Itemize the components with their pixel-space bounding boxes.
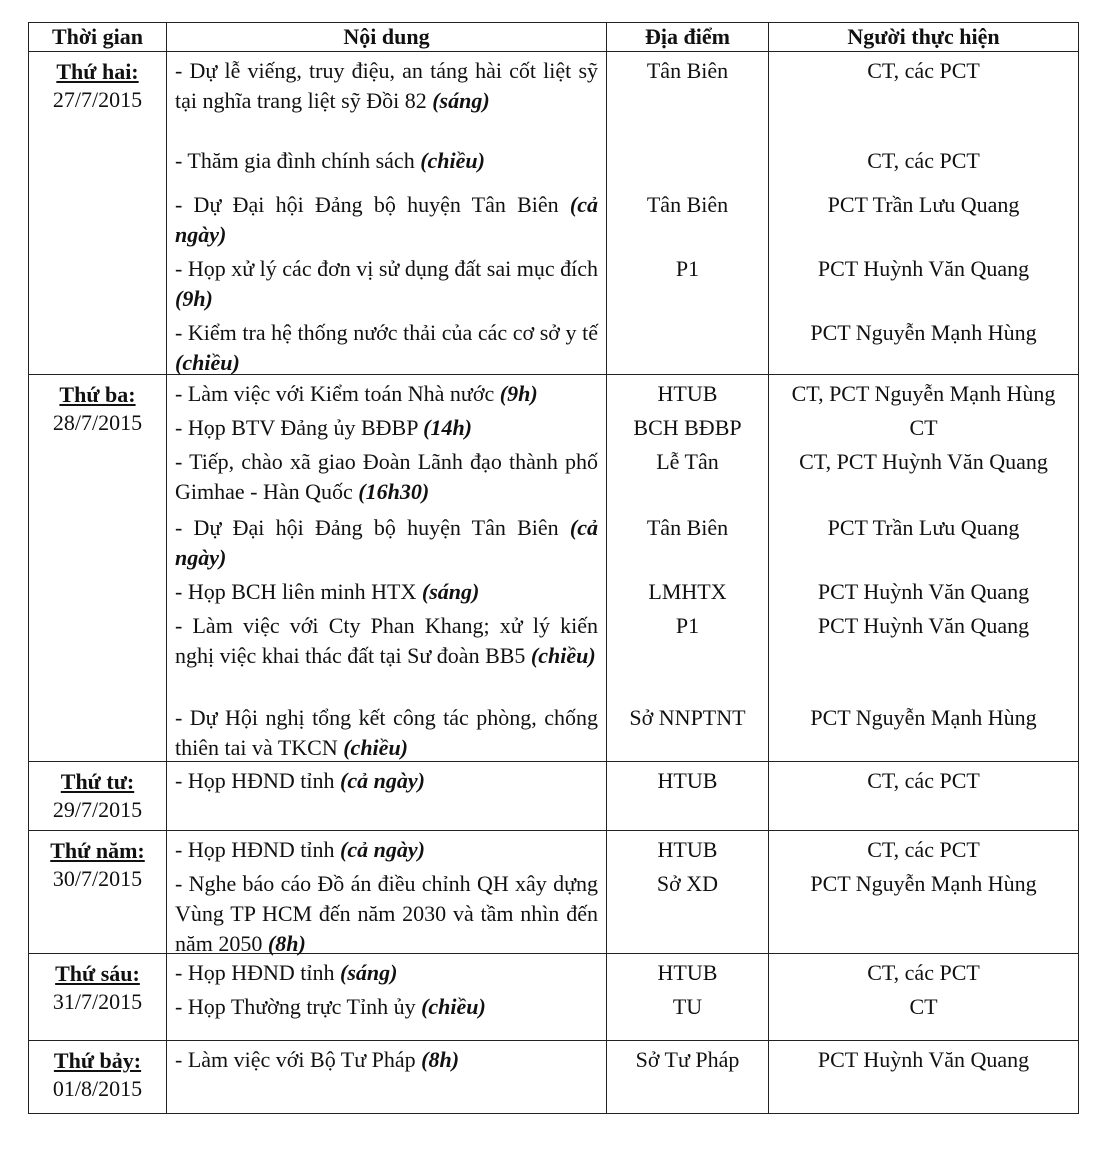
- entry-text: - Họp HĐND tỉnh: [175, 837, 335, 862]
- day-row: [29, 762, 1079, 831]
- entry-person: CT, các PCT: [867, 148, 980, 173]
- entry-time: (8h): [421, 1047, 460, 1072]
- entry-time: (14h): [423, 415, 473, 440]
- day-date: 28/7/2015: [52, 410, 143, 435]
- header-place: Địa điểm: [607, 23, 769, 52]
- place-cell: [607, 831, 769, 954]
- content-cell: [167, 375, 607, 762]
- content-cell: [167, 954, 607, 1041]
- entry-text: - Nghe báo cáo Đồ án điều chỉnh QH xây dựng Vùng TP HCM đến năm 2030 và tầm nhìn đến năm 2050: [175, 871, 598, 956]
- day-name: Thứ bảy:: [53, 1048, 142, 1073]
- entry-time: (chiều): [175, 350, 240, 375]
- day-row: [29, 831, 1079, 954]
- entry-place: HTUB: [657, 960, 718, 985]
- entry-content: [167, 954, 606, 988]
- entry-text: - Họp HĐND tỉnh: [175, 768, 335, 793]
- place-cell: [607, 762, 769, 831]
- entry-content: [167, 831, 606, 865]
- day-name: Thứ tư:: [60, 769, 135, 794]
- entry-content: [167, 573, 606, 607]
- day-cell: [29, 375, 167, 762]
- content-cell: [167, 831, 607, 954]
- entry-text: - Họp Thường trực Tỉnh ủy: [175, 994, 416, 1019]
- entry-person: PCT Nguyễn Mạnh Hùng: [810, 871, 1037, 896]
- day-row: [29, 1041, 1079, 1114]
- entry-place: [607, 314, 768, 374]
- entry-text: - Làm việc với Kiểm toán Nhà nước: [175, 381, 495, 406]
- entry-time: (sáng): [432, 88, 490, 113]
- entry-time: (cả ngày): [340, 837, 425, 862]
- person-cell: [769, 375, 1079, 762]
- entry-place: Sở Tư Pháp: [635, 1047, 740, 1072]
- entry-content: [167, 52, 606, 142]
- person-cell: [769, 831, 1079, 954]
- entry-content: [167, 186, 606, 250]
- entry-person: CT, PCT Nguyễn Mạnh Hùng: [791, 381, 1056, 406]
- entry-person: PCT Nguyễn Mạnh Hùng: [810, 705, 1037, 730]
- entry-place: TU: [672, 994, 703, 1019]
- entry-text: - Dự lễ viếng, truy điệu, an táng hài cốt liệt sỹ tại nghĩa trang liệt sỹ Đồi 82: [175, 58, 598, 113]
- entry-place: HTUB: [657, 837, 718, 862]
- entry-text: - Tiếp, chào xã giao Đoàn Lãnh đạo thành phố Gimhae - Hàn Quốc: [175, 449, 598, 504]
- entry-place: HTUB: [657, 768, 718, 793]
- place-cell: [607, 954, 769, 1041]
- entry-person: PCT Huỳnh Văn Quang: [817, 579, 1030, 604]
- entry-person: PCT Huỳnh Văn Quang: [817, 256, 1030, 281]
- entry-place: Sở XD: [656, 871, 719, 896]
- day-name: Thứ sáu:: [55, 961, 140, 986]
- day-name: Thứ năm:: [50, 838, 145, 863]
- table-body: [29, 52, 1079, 1114]
- day-row: [29, 52, 1079, 375]
- entry-text: - Họp xử lý các đơn vị sử dụng đất sai mục đích: [175, 256, 598, 281]
- entry-person: CT, các PCT: [867, 960, 980, 985]
- entry-place: Tân Biên: [646, 58, 729, 83]
- entry-text: - Họp HĐND tỉnh: [175, 960, 335, 985]
- day-date: 29/7/2015: [52, 797, 143, 822]
- entry-place: Tân Biên: [646, 192, 729, 217]
- day-row: [29, 375, 1079, 762]
- entry-text: - Họp BCH liên minh HTX: [175, 579, 417, 604]
- entry-time: (cả ngày): [175, 515, 598, 570]
- entry-content: [167, 865, 606, 956]
- day-cell: [29, 954, 167, 1041]
- entry-content: [167, 1041, 606, 1113]
- header-person: Người thực hiện: [769, 23, 1079, 52]
- entry-content: [167, 443, 606, 509]
- person-cell: [769, 762, 1079, 831]
- entry-content: [167, 314, 606, 374]
- entry-text: - Họp BTV Đảng ủy BĐBP: [175, 415, 418, 440]
- place-cell: [607, 1041, 769, 1114]
- entry-place: [607, 142, 768, 186]
- entry-time: (sáng): [340, 960, 398, 985]
- day-date: 27/7/2015: [52, 87, 143, 112]
- entry-content: [167, 375, 606, 409]
- entry-place: Lễ Tân: [656, 449, 719, 474]
- day-name: Thứ ba:: [59, 382, 136, 407]
- entry-time: (9h): [175, 286, 213, 311]
- entry-place: P1: [675, 256, 700, 281]
- entry-person: CT, các PCT: [867, 768, 980, 793]
- entry-text: - Kiểm tra hệ thống nước thải của các cơ sở y tế: [175, 320, 598, 345]
- entry-content: [167, 762, 606, 830]
- weekly-schedule-table: [28, 22, 1079, 1114]
- entry-time: (chiều): [530, 643, 596, 668]
- day-name: Thứ hai:: [56, 59, 139, 84]
- entry-time: (chiều): [420, 148, 485, 173]
- entry-place: BCH BĐBP: [633, 415, 742, 440]
- person-cell: [769, 52, 1079, 375]
- entry-place: P1: [675, 613, 700, 638]
- entry-time: (16h30): [358, 479, 430, 504]
- entry-time: (cả ngày): [340, 768, 425, 793]
- entry-text: - Thăm gia đình chính sách: [175, 148, 415, 173]
- content-cell: [167, 52, 607, 375]
- entry-person: CT: [909, 415, 938, 440]
- entry-time: (chiều): [421, 994, 486, 1019]
- day-date: 31/7/2015: [52, 989, 143, 1014]
- entry-time: (chiều): [343, 735, 408, 760]
- entry-text: - Làm việc với Cty Phan Khang; xử lý kiến nghị việc khai thác đất tại Sư đoàn BB5: [175, 613, 598, 668]
- day-date: 01/8/2015: [52, 1076, 143, 1101]
- entry-text: - Dự Đại hội Đảng bộ huyện Tân Biên: [175, 515, 559, 540]
- content-cell: [167, 762, 607, 831]
- entry-time: (9h): [499, 381, 538, 406]
- person-cell: [769, 1041, 1079, 1114]
- entry-place: LMHTX: [648, 579, 727, 604]
- entry-content: [167, 988, 606, 1040]
- place-cell: [607, 52, 769, 375]
- entry-text: - Dự Đại hội Đảng bộ huyện Tân Biên: [175, 192, 559, 217]
- entry-person: PCT Nguyễn Mạnh Hùng: [810, 320, 1037, 345]
- entry-content: [167, 142, 606, 186]
- entry-person: CT, PCT Huỳnh Văn Quang: [799, 449, 1048, 474]
- day-cell: [29, 52, 167, 375]
- entry-text: - Dự Hội nghị tổng kết công tác phòng, chống thiên tai và TKCN: [175, 705, 598, 760]
- entry-text: - Làm việc với Bộ Tư Pháp: [175, 1047, 416, 1072]
- content-cell: [167, 1041, 607, 1114]
- day-date: 30/7/2015: [52, 866, 143, 891]
- entry-person: PCT Trần Lưu Quang: [827, 192, 1020, 217]
- entry-person: PCT Huỳnh Văn Quang: [817, 1047, 1030, 1072]
- day-cell: [29, 831, 167, 954]
- entry-time: (cả ngày): [175, 192, 598, 247]
- person-cell: [769, 954, 1079, 1041]
- place-cell: [607, 375, 769, 762]
- entry-content: [167, 250, 606, 314]
- entry-time: (sáng): [421, 579, 480, 604]
- entry-place: Tân Biên: [646, 515, 729, 540]
- entry-time: (8h): [267, 931, 306, 956]
- entry-content: [167, 509, 606, 573]
- entry-person: CT, các PCT: [867, 837, 980, 862]
- entry-content: [167, 699, 606, 761]
- day-cell: [29, 1041, 167, 1114]
- entry-person: PCT Trần Lưu Quang: [827, 515, 1020, 540]
- entry-person: CT: [909, 994, 938, 1019]
- header-time: Thời gian: [29, 23, 167, 52]
- header-content: Nội dung: [167, 23, 607, 52]
- entry-content: [167, 607, 606, 699]
- entry-content: [167, 409, 606, 443]
- day-cell: [29, 762, 167, 831]
- entry-place: HTUB: [657, 381, 718, 406]
- day-row: [29, 954, 1079, 1041]
- entry-person: PCT Huỳnh Văn Quang: [817, 613, 1030, 638]
- entry-person: CT, các PCT: [867, 58, 980, 83]
- table-header: [29, 23, 1079, 52]
- entry-place: Sở NNPTNT: [629, 705, 746, 730]
